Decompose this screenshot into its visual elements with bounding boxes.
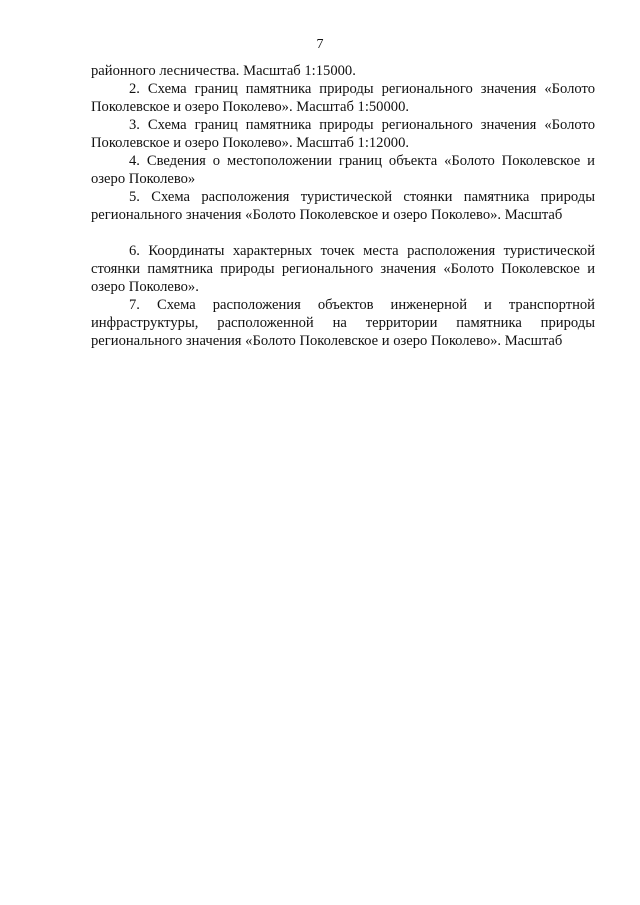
list-item-4: 4. Сведения о местоположении границ объекта «Болото Поколевское и озеро Поколево» [91, 153, 595, 187]
list-item-7: 7. Схема расположения объектов инженерной и транспортной инфраструктуры, расположенной на территории памятника природы регионального значения «Болото Поколевское и озеро Поколево». Масштаб [91, 297, 595, 349]
page-number: 7 [316, 37, 324, 52]
list-item-3: 3. Схема границ памятника природы регионального значения «Болото Поколевское и озеро Поколево». Масштаб 1:12000. [91, 117, 595, 151]
list-item-6: 6. Координаты характерных точек места расположения туристической стоянки памятника природы регионального значения «Болото Поколевское и озеро Поколево». [91, 243, 595, 295]
paragraph-gap [91, 224, 595, 242]
document-body [91, 62, 595, 350]
list-item-5: 5. Схема расположения туристической стоянки памятника природы регионального значения «Болото Поколевское и озеро Поколево». Масштаб [91, 189, 595, 223]
list-item-2: 2. Схема границ памятника природы регионального значения «Болото Поколевское и озеро Поколево». Масштаб 1:50000. [91, 81, 595, 115]
list-item-1-continuation: районного лесничества. Масштаб 1:15000. [91, 63, 356, 79]
